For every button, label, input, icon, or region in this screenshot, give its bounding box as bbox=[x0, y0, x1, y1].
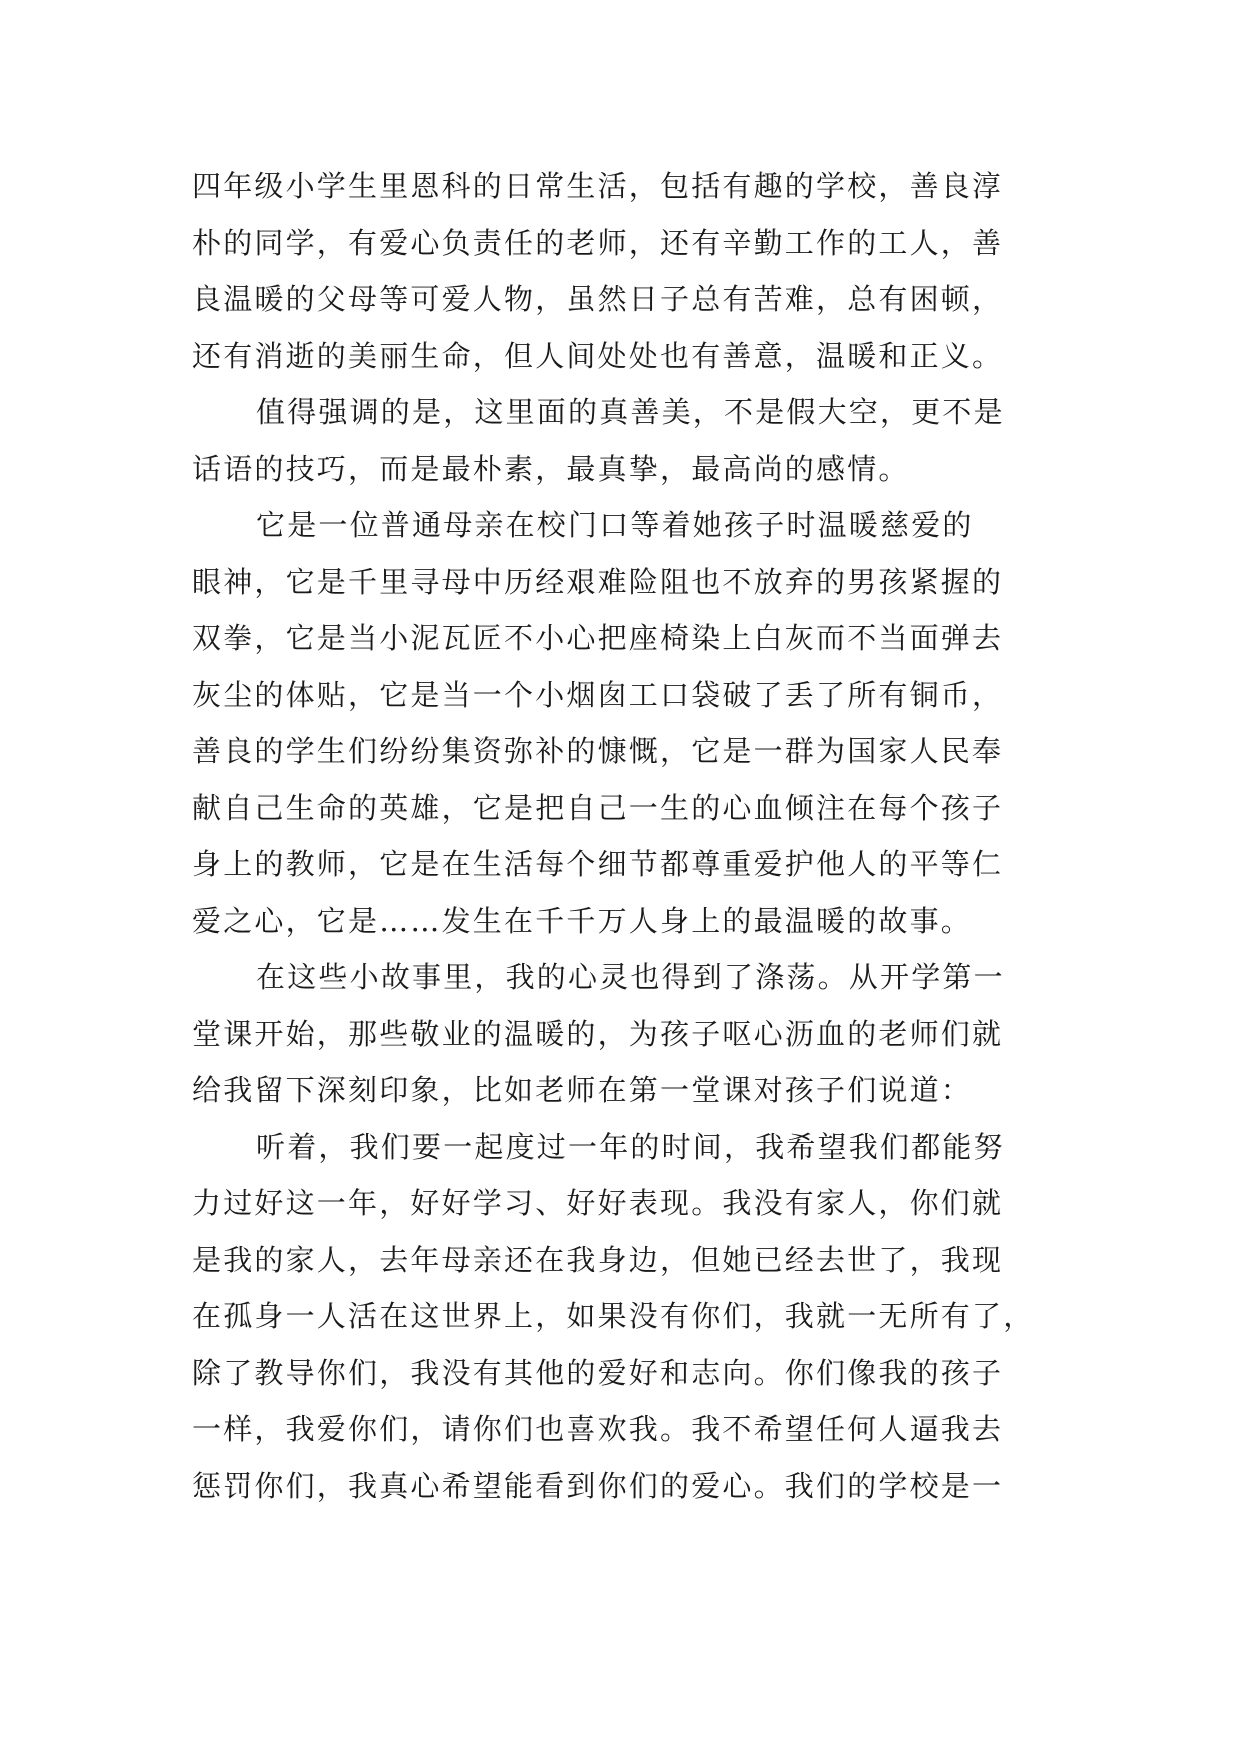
text-line: 还有消逝的美丽生命，但人间处处也有善意，温暖和正义。 bbox=[192, 338, 1004, 373]
text-line: 良温暖的父母等可爱人物，虽然日子总有苦难，总有困顿， bbox=[192, 282, 1004, 316]
text-line: 一样，我爱你们，请你们也喜欢我。我不希望任何人逼我去 bbox=[192, 1412, 1004, 1446]
text-line: 献自己生命的英雄，它是把自己一生的心血倾注在每个孩子 bbox=[192, 790, 1004, 825]
text-line: 爱之心，它是……发生在千千万人身上的最温暖的故事。 bbox=[192, 903, 973, 938]
body-text bbox=[192, 158, 1062, 1514]
text-line: 给我留下深刻印象，比如老师在第一堂课对孩子们说道： bbox=[192, 1073, 973, 1107]
text-line: 惩罚你们，我真心希望能看到你们的爱心。我们的学校是一 bbox=[192, 1468, 1004, 1503]
text-line: 朴的同学，有爱心负责任的老师，还有辛勤工作的工人，善 bbox=[192, 225, 1004, 260]
paragraph-first-line: 在这些小故事里，我的心灵也得到了涤荡。从开学第一 bbox=[256, 960, 1005, 994]
paragraph-first-line: 值得强调的是，这里面的真善美，不是假大空，更不是 bbox=[256, 395, 1005, 429]
text-line: 四年级小学生里恩科的日常生活，包括有趣的学校，善良淳 bbox=[192, 169, 1004, 203]
text-line: 灰尘的体贴，它是当一个小烟囱工口袋破了丢了所有铜币， bbox=[192, 677, 1004, 712]
text-line: 力过好这一年，好好学习、好好表现。我没有家人，你们就 bbox=[192, 1186, 1004, 1220]
text-line: 除了教导你们，我没有其他的爱好和志向。你们像我的孩子 bbox=[192, 1355, 1004, 1390]
paragraph-first-line: 听着，我们要一起度过一年的时间，我希望我们都能努 bbox=[256, 1129, 1005, 1164]
text-line: 善良的学生们纷纷集资弥补的慷慨，它是一群为国家人民奉 bbox=[192, 734, 1004, 768]
text-line: 双拳，它是当小泥瓦匠不小心把座椅染上白灰而不当面弹去 bbox=[192, 621, 1004, 655]
paragraph-first-line: 它是一位普通母亲在校门口等着她孩子时温暖慈爱的 bbox=[256, 508, 974, 542]
text-line: 眼神，它是千里寻母中历经艰难险阻也不放弃的男孩紧握的 bbox=[192, 564, 1004, 599]
text-line: 是我的家人，去年母亲还在我身边，但她已经去世了，我现 bbox=[192, 1242, 1004, 1277]
text-line: 话语的技巧，而是最朴素，最真挚，最高尚的感情。 bbox=[192, 451, 910, 486]
text-line: 身上的教师，它是在生活每个细节都尊重爱护他人的平等仁 bbox=[192, 847, 1004, 881]
text-line: 在孤身一人活在这世界上，如果没有你们，我就一无所有了， bbox=[192, 1299, 1035, 1333]
text-line: 堂课开始，那些敬业的温暖的，为孩子呕心沥血的老师们就 bbox=[192, 1016, 1004, 1051]
